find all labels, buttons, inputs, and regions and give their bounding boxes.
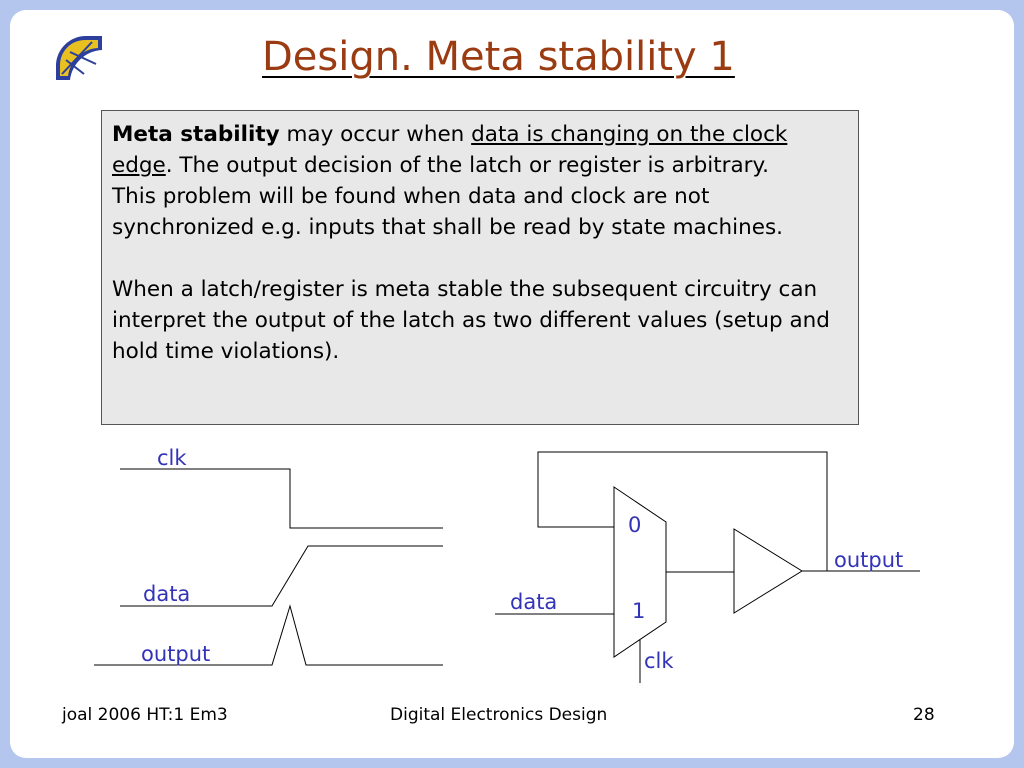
timing-diagram [94,469,443,665]
page-number: 28 [913,705,935,725]
footer-author: joal 2006 HT:1 Em3 [62,705,228,725]
timing-clk-label: clk [157,446,187,470]
circuit-data-label: data [510,590,558,614]
mux-input-1-label: 1 [632,599,646,623]
buffer-triangle [734,529,802,613]
slide-title: Design. Meta stability 1 [262,34,735,80]
underlined-condition: data is changing on the clock edge [112,122,788,178]
paragraph-consequence: When a latch/register is meta stable the subsequent circuitry can interpret the output of the latch as two different values (setup and hold time violations). [112,277,830,364]
circuit-clk-label: clk [644,649,674,673]
text-run: . The output decision of the latch or register is arbitrary. [165,153,769,178]
text-run: may occur when [279,122,472,147]
timing-output-label: output [141,642,211,666]
footer-course: Digital Electronics Design [390,705,608,725]
clk-waveform [120,469,443,528]
paragraph-problem: This problem will be found when data and clock are not synchronized e.g. inputs that shall be read by state machines. [112,184,784,240]
feedback-loop [538,452,827,571]
mux-input-0-label: 0 [628,513,642,537]
timing-data-label: data [143,582,191,606]
term-meta-stability: Meta stability [112,122,280,147]
circuit-output-label: output [834,548,904,572]
